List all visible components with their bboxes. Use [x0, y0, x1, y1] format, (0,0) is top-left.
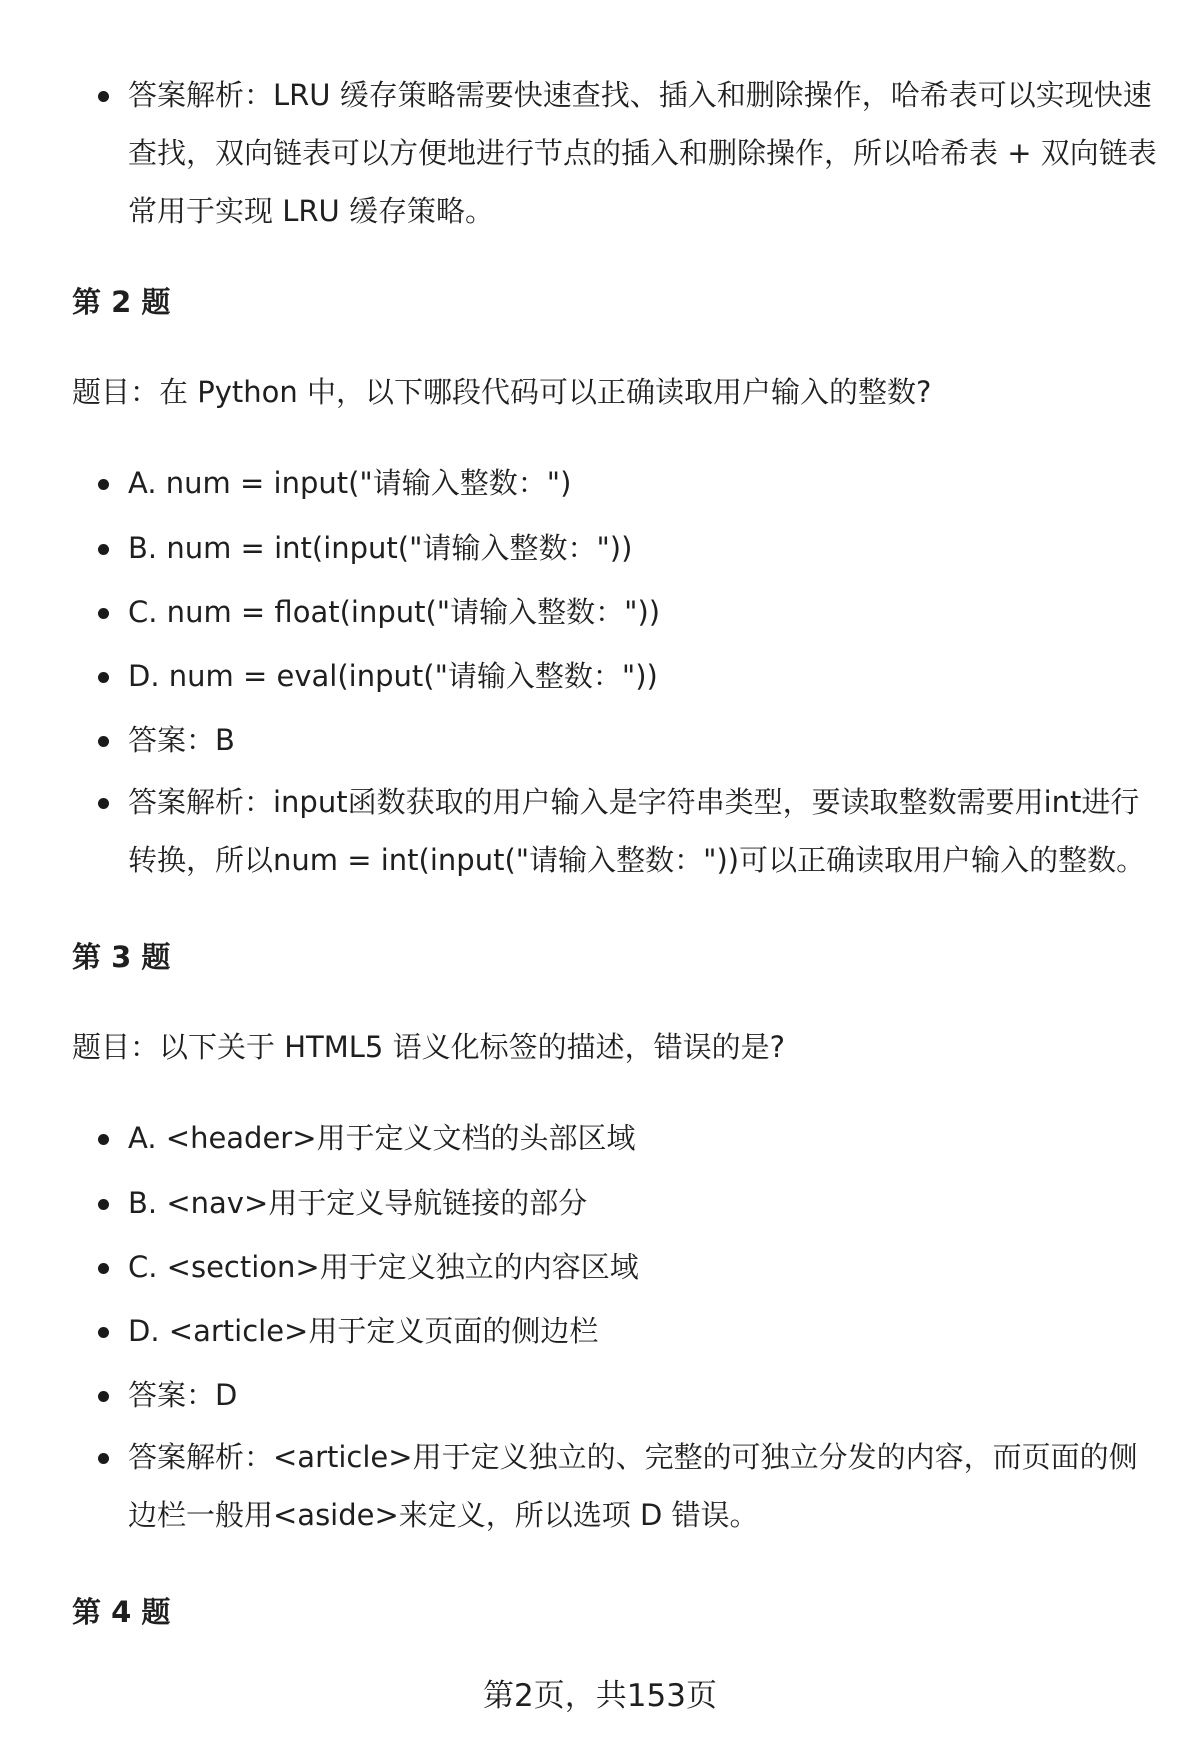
- page-footer: 第2页，共153页: [483, 1678, 717, 1714]
- q2-question: 题目：在 Python 中，以下哪段代码可以正确读取用户输入的整数?: [72, 375, 932, 409]
- q2-option-b: B. num = int(input("请输入整数：")): [128, 519, 1158, 577]
- q3-answer: 答案：D: [128, 1366, 1158, 1424]
- q3-option-b: B. <nav>用于定义导航链接的部分: [128, 1174, 1158, 1232]
- q2-option-c: C. num = float(input("请输入整数：")): [128, 583, 1158, 641]
- q3-question: 题目：以下关于 HTML5 语义化标签的描述，错误的是?: [72, 1030, 785, 1064]
- q2-option-d: D. num = eval(input("请输入整数：")): [128, 647, 1158, 705]
- q2-explanation: 答案解析：input函数获取的用户输入是字符串类型，要读取整数需要用int进行转换，所以num = int(input("请输入整数："))可以正确读取用户输入的整数。: [128, 773, 1158, 889]
- q3-heading: 第 3 题: [72, 940, 171, 974]
- q1-explanation: 答案解析：LRU 缓存策略需要快速查找、插入和删除操作，哈希表可以实现快速查找，双向链表可以方便地进行节点的插入和删除操作，所以哈希表 + 双向链表常用于实现 LRU 缓存策略。: [128, 66, 1158, 240]
- q2-answer: 答案：B: [128, 711, 1158, 769]
- q2-option-a: A. num = input("请输入整数："): [128, 454, 1158, 512]
- q3-option-c: C. <section>用于定义独立的内容区域: [128, 1238, 1158, 1296]
- q2-heading: 第 2 题: [72, 285, 171, 319]
- q4-heading: 第 4 题: [72, 1595, 171, 1629]
- q3-option-a: A. <header>用于定义文档的头部区域: [128, 1109, 1158, 1167]
- q3-option-d: D. <article>用于定义页面的侧边栏: [128, 1302, 1158, 1360]
- q3-explanation: 答案解析：<article>用于定义独立的、完整的可独立分发的内容，而页面的侧边栏一般用<aside>来定义，所以选项 D 错误。: [128, 1428, 1158, 1544]
